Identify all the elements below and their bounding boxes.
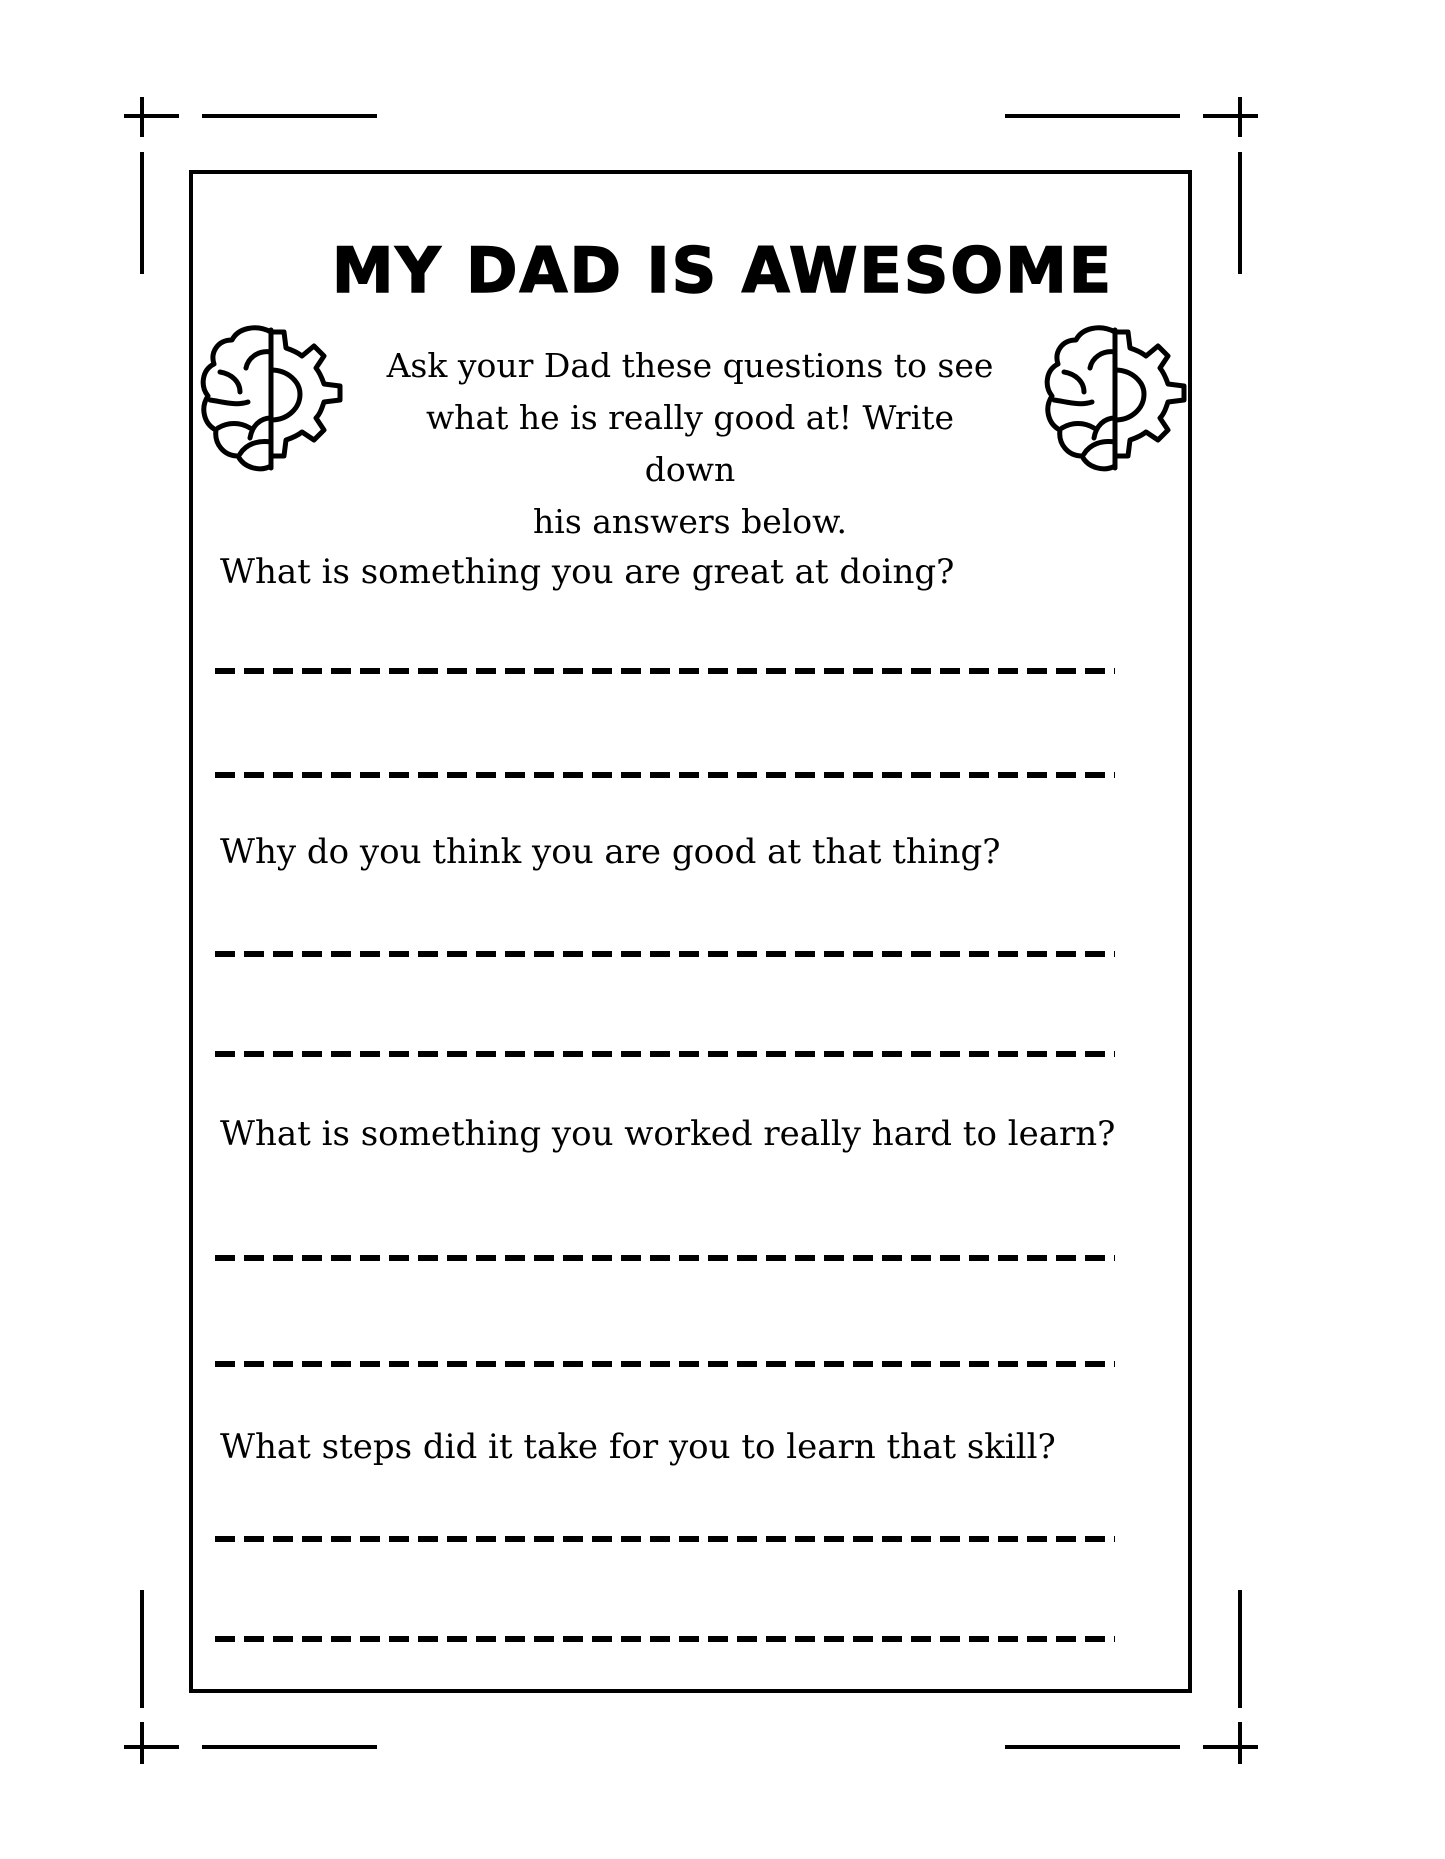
answer-line[interactable] [215,1636,1115,1642]
question-4: What steps did it take for you to learn that skill? [220,1427,1056,1467]
answer-line[interactable] [215,668,1115,674]
intro-line: Ask your Dad these questions to see [386,346,994,385]
question-1: What is something you are great at doing? [220,552,955,592]
answer-line[interactable] [215,1361,1115,1367]
answer-line[interactable] [215,1255,1115,1261]
answer-line[interactable] [215,772,1115,778]
brain-gear-icon [196,322,346,482]
intro-text [380,340,1000,548]
question-2: Why do you think you are good at that thing? [220,832,1001,872]
answer-line[interactable] [215,951,1115,957]
intro-line: what he is really good at! Write down [425,398,955,489]
answer-line[interactable] [215,1536,1115,1542]
question-3: What is something you worked really hard to learn? [220,1114,1116,1154]
worksheet-title: MY DAD IS AWESOME [331,234,1114,307]
answer-line[interactable] [215,1051,1115,1057]
brain-gear-icon [1040,322,1190,482]
intro-line: his answers below. [533,502,847,541]
